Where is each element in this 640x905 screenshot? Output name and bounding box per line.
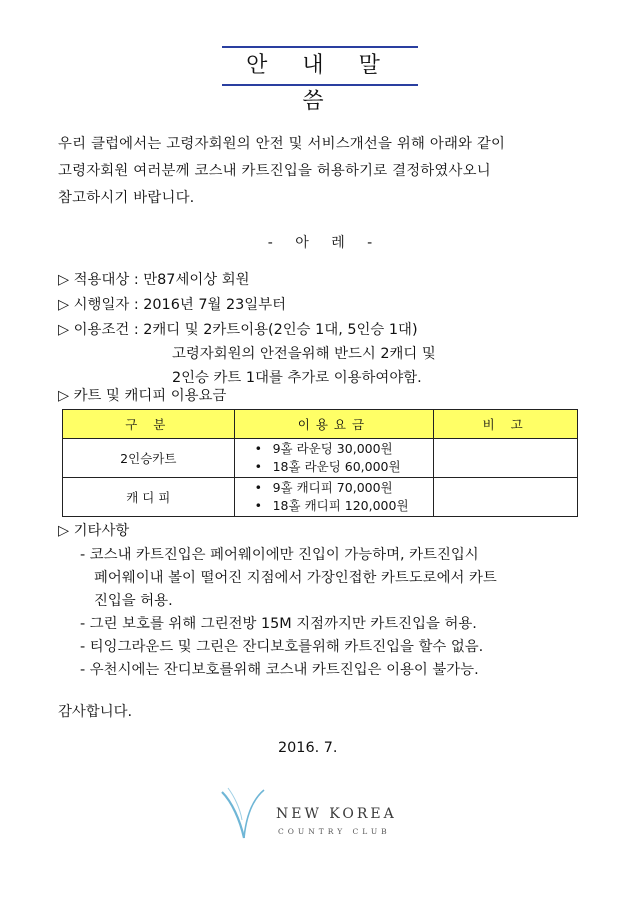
table-row	[63, 478, 578, 517]
note-line: 진입을 허용.	[94, 593, 173, 609]
note-line: - 티잉그라운드 및 그린은 잔디보호를위해 카트진입을 할수 없음.	[80, 639, 484, 655]
item-date: ▷ 시행일자 : 2016년 7월 23일부터	[58, 297, 286, 313]
row-prices	[234, 439, 434, 478]
header-note: 비 고	[434, 410, 578, 439]
row-note	[434, 439, 578, 478]
closing-text: 감사합니다.	[58, 704, 133, 720]
price-line: 18홀 캐디피 120,000원	[272, 498, 409, 513]
row-category: 캐 디 피	[63, 478, 235, 517]
intro-line-3: 참고하시기 바랍니다.	[58, 190, 195, 206]
bullet-icon: •	[254, 498, 262, 513]
note-line: - 우천시에는 잔디보호를위해 코스내 카트진입은 이용이 불가능.	[80, 662, 479, 678]
notice-header: - 아 레 -	[267, 235, 373, 251]
header-price: 이용요금	[234, 410, 434, 439]
fee-table	[62, 409, 578, 517]
note-line: - 코스내 카트진입은 페어웨이에만 진입이 가능하며, 카트진입시	[80, 547, 479, 563]
table-header-row	[63, 410, 578, 439]
price-line: 9홀 라운딩 30,000원	[272, 441, 393, 456]
logo-subtitle: COUNTRY CLUB	[278, 827, 391, 836]
item-conditions: ▷ 이용조건 : 2캐디 및 2카트이용(2인승 1대, 5인승 1대)	[58, 322, 418, 338]
price-line: 9홀 캐디피 70,000원	[272, 480, 393, 495]
page-title: 안 내 말 씀	[222, 46, 418, 86]
price-line: 18홀 라운딩 60,000원	[272, 459, 401, 474]
fees-title: ▷ 카트 및 캐디피 이용요금	[58, 388, 227, 404]
item-target: ▷ 적용대상 : 만87세이상 회원	[58, 272, 250, 288]
logo-name: NEW KOREA	[276, 806, 397, 822]
bullet-icon: •	[254, 459, 262, 474]
intro-line-1: 우리 클럽에서는 고령자회원의 안전 및 서비스개선을 위해 아래와 같이	[58, 136, 506, 152]
intro-line-2: 고령자회원 여러분께 코스내 카트진입을 허용하기로 결정하였사오니	[58, 163, 491, 179]
date-line: 2016. 7.	[278, 740, 338, 756]
other-title: ▷ 기타사항	[58, 523, 130, 539]
row-category: 2인승카트	[63, 439, 235, 478]
header-category: 구 분	[63, 410, 235, 439]
table-row	[63, 439, 578, 478]
row-note	[434, 478, 578, 517]
note-line: 페어웨이내 볼이 떨어진 지점에서 가장인접한 카트도로에서 카트	[94, 570, 497, 586]
row-prices	[234, 478, 434, 517]
club-logo-icon	[218, 786, 268, 842]
note-line: - 그린 보호를 위해 그린전방 15M 지점까지만 카트진입을 허용.	[80, 616, 477, 632]
bullet-icon: •	[254, 441, 262, 456]
conditions-sub-1: 고령자회원의 안전을위해 반드시 2캐디 및	[172, 346, 436, 362]
bullet-icon: •	[254, 480, 262, 495]
conditions-sub-2: 2인승 카트 1대를 추가로 이용하여야함.	[172, 370, 422, 386]
